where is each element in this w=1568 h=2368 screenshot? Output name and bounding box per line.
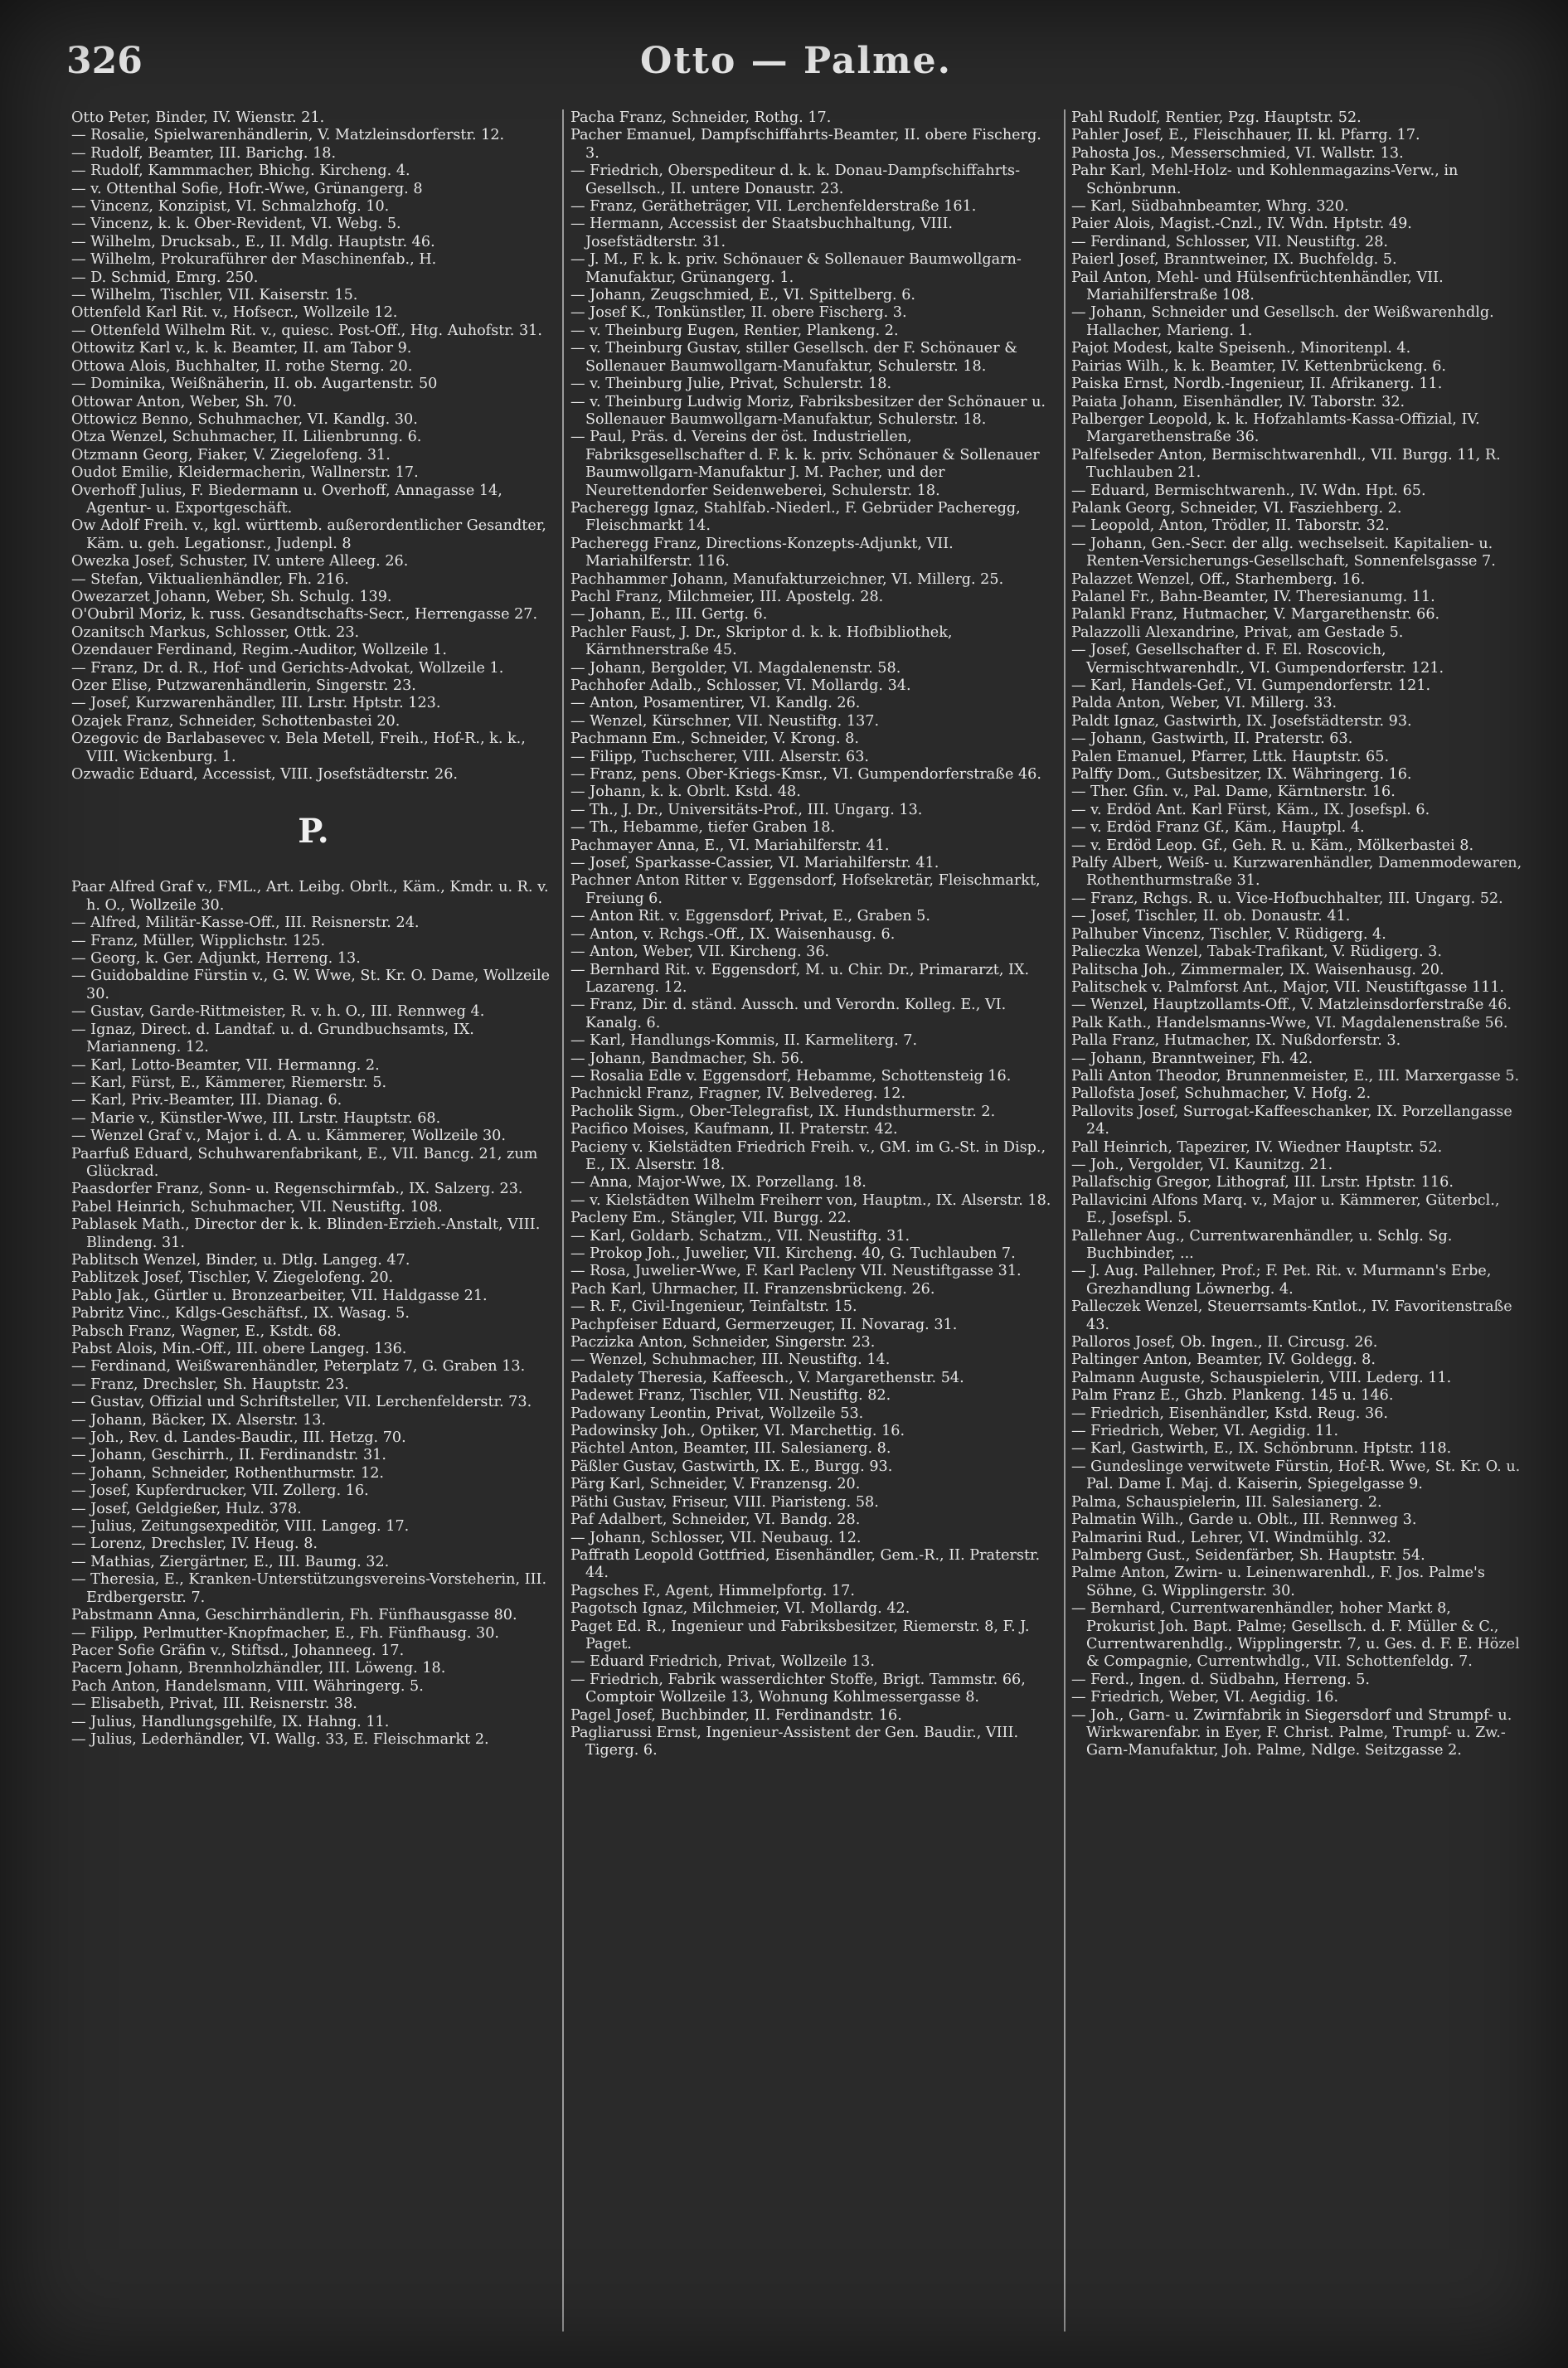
directory-entry: Pachhammer Johann, Manufakturzeichner, VI. Millerg. 25. [570,570,1004,588]
running-title: Otto — Palme. [640,40,952,82]
directory-entry: — Johann, E., III. Gertg. 6. [570,606,768,624]
directory-entry: — Ther. Gfin. v., Pal. Dame, Kärntnerstr. 16. [1071,784,1396,801]
directory-entry: — Friedrich, Weber, VI. Aegidig. 16. [1071,1689,1339,1706]
directory-entry: Ozegovic de Barlabasevec v. Bela Metell, Freih., Hof-R., k. k., VIII. Wickenburg. 1. [71,730,526,765]
directory-entry: — Karl, Lotto-Beamter, VII. Hermanng. 2. [71,1056,380,1074]
directory-entry: — Franz, pens. Ober-Kriegs-Kmsr., VI. Gumpendorferstraße 46. [570,766,1041,784]
directory-entry: Paierl Josef, Branntweiner, IX. Buchfeldg. 5. [1071,251,1397,269]
directory-entry: Pachler Faust, J. Dr., Skriptor d. k. k. Hofbibliothek, Kärnthnerstraße 45. [570,624,953,659]
directory-entry: Padalety Theresia, Kaffeesch., V. Margarethenstr. 54. [570,1369,964,1386]
directory-entry: — Rudolf, Beamter, III. Barichg. 18. [71,144,337,162]
directory-entry: Pagliarussi Ernst, Ingenieur-Assistent der Gen. Baudir., VIII. Tigerg. 6. [570,1724,1019,1759]
directory-entry: — Friedrich, Fabrik wasserdichter Stoffe, Brigt. Tammstr. 66, Comptoir Wollzeile 13, Wohnung Kohlmessergasse 8. [570,1671,1026,1706]
directory-entry: — Karl, Fürst, E., Kämmerer, Riemerstr. 5. [71,1074,387,1091]
page-number: 326 [66,40,143,82]
directory-entry: — Georg, k. Ger. Adjunkt, Herreng. 13. [71,950,361,968]
directory-entry: Ozajek Franz, Schneider, Schottenbastei 20. [71,712,400,730]
directory-entry: Pall Heinrich, Tapezirer, IV. Wiedner Hauptstr. 52. [1071,1138,1443,1156]
directory-entry: — Johann, Gen.-Secr. der allg. wechselseit. Kapitalien- u. Renten-Versicherungs-Gesellschaft, Sonnenfelsgasse 7. [1071,535,1496,570]
directory-entry: Pacheregg Franz, Directions-Konzepts-Adjunkt, VII. Mariahilferstr. 116. [570,535,954,570]
directory-entry: — Wenzel Graf v., Major i. d. A. u. Kämmerer, Wollzeile 30. [71,1128,506,1145]
directory-entry: Pairias Wilh., k. k. Beamter, IV. Kettenbrückeng. 6. [1071,357,1447,375]
directory-entry: — Franz, Dr. d. R., Hof- und Gerichts-Advokat, Wollzeile 1. [71,659,504,677]
directory-entry: Palazzet Wenzel, Off., Starhemberg. 16. [1071,570,1366,588]
directory-entry: — Gundeslinge verwitwete Fürstin, Hof-R. Wwe, St. Kr. O. u. Pal. Dame I. Maj. d. Kaiserin, Spiegelgasse 9. [1071,1458,1521,1493]
directory-entry: Palieczka Wenzel, Tabak-Trafikant, V. Rüdigerg. 3. [1071,944,1442,961]
directory-entry: Paczizka Anton, Schneider, Singerstr. 23. [570,1334,876,1351]
directory-entry: — Wilhelm, Tischler, VII. Kaiserstr. 15. [71,287,358,304]
directory-entry: Palma, Schauspielerin, III. Salesianerg. 2. [1071,1493,1382,1511]
directory-entry: — Lorenz, Drechsler, IV. Heug. 8. [71,1536,318,1553]
directory-entry: — Paul, Präs. d. Vereins der öst. Industriellen, Fabriksgesellschafter d. F. k. k. priv. Schönauer & Sollenauer Baumwollgarn-Manufaktur J. M. Pacher, und der Neurettendorfer Seidenweberei, Schulerstr. 18. [570,429,1040,499]
directory-entry: Pacha Franz, Schneider, Rothg. 17. [570,109,832,126]
directory-entry: Pallafschig Gregor, Lithograf, III. Lrstr. Hptstr. 116. [1071,1174,1454,1191]
directory-entry: Ozwadic Eduard, Accessist, VIII. Josefstädterstr. 26. [71,766,458,784]
directory-entry: Palli Anton Theodor, Brunnenmeister, E., III. Marxergasse 5. [1071,1067,1520,1085]
directory-entry: Pärg Karl, Schneider, V. Franzensg. 20. [570,1476,861,1493]
directory-entry: — Filipp, Tuchscherer, VIII. Alserstr. 63. [570,748,870,765]
directory-entry: Pach Karl, Uhrmacher, II. Franzensbrückeng. 26. [570,1280,935,1298]
directory-entry: Päßler Gustav, Gastwirth, IX. E., Burgg. 93. [570,1458,893,1475]
directory-entry: Palmarini Rud., Lehrer, VI. Windmühlg. 32. [1071,1529,1391,1546]
directory-entry: — Joh., Rev. d. Landes-Baudir., III. Hetzg. 70. [71,1429,406,1447]
directory-entry: Palberger Leopold, k. k. Hofzahlamts-Kassa-Offizial, IV. Margarethenstraße 36. [1071,410,1480,446]
directory-entry: — Karl, Goldarb. Schatzm., VII. Neustiftg. 31. [570,1227,910,1245]
directory-entry: — v. Kielstädten Wilhelm Freiherr von, Hauptm., IX. Alserstr. 18. [570,1191,1051,1209]
directory-entry: Palitscha Joh., Zimmermaler, IX. Waisenhausg. 20. [1071,961,1444,978]
directory-entry: — Josef K., Tonkünstler, II. obere Fischerg. 3. [570,304,907,322]
directory-entry: — Leopold, Anton, Trödler, II. Taborstr. 32. [1071,517,1390,535]
directory-entry: — Ferdinand, Schlosser, VII. Neustiftg. 28. [1071,233,1388,250]
directory-entry: — Theresia, E., Kranken-Unterstützungsvereins-Vorsteherin, III. Erdbergerstr. 7. [71,1571,547,1606]
directory-entry: — Josef, Gesellschafter d. F. El. Roscovich, Vermischtwarenhdlr., VI. Gumpendorferstr. 121. [1071,642,1444,677]
directory-entry: — Josef, Sparkasse-Cassier, VI. Mariahilferstr. 41. [570,855,939,872]
directory-entry: Pacern Johann, Brennholzhändler, III. Löweng. 18. [71,1660,446,1677]
directory-entry: Päthi Gustav, Friseur, VIII. Piaristeng. 58. [570,1493,879,1511]
directory-entry: Paget Ed. R., Ingenieur und Fabriksbesitzer, Riemerstr. 8, F. J. Paget. [570,1618,1030,1652]
directory-entry: — J. M., F. k. k. priv. Schönauer & Sollenauer Baumwollgarn-Manufaktur, Grünangerg. 1. [570,251,1022,286]
directory-entry: Palanel Fr., Bahn-Beamter, IV. Theresianumg. 11. [1071,588,1435,605]
directory-entry: — Johann, Bäcker, IX. Alserstr. 13. [71,1411,327,1429]
directory-entry: — Anton, Posamentirer, VI. Kandlg. 26. [570,695,861,712]
directory-entry: — Josef, Kupferdrucker, VII. Zollerg. 16. [71,1482,369,1500]
directory-entry: Owezarzet Johann, Weber, Sh. Schulg. 139. [71,588,392,605]
directory-entry: — Franz, Dir. d. ständ. Aussch. und Verordn. Kolleg. E., VI. Kanalg. 6. [570,997,1007,1031]
directory-entry: — Johann, Branntweiner, Fh. 42. [1071,1050,1313,1067]
directory-entry: Padowany Leontin, Privat, Wollzeile 53. [570,1405,864,1422]
directory-entry: — Stefan, Viktualienhändler, Fh. 216. [71,570,349,588]
directory-entry: — Elisabeth, Privat, III. Reisnerstr. 38. [71,1696,357,1713]
directory-entry: Pagel Josef, Buchbinder, II. Ferdinandstr. 16. [570,1706,902,1724]
directory-entry: Palda Anton, Weber, VI. Millerg. 33. [1071,695,1337,712]
directory-entry: Pabstmann Anna, Geschirrhändlerin, Fh. Fünfhausgasse 80. [71,1607,517,1624]
directory-entry: Pachhofer Adalb., Schlosser, VI. Mollardg. 34. [570,677,911,694]
directory-entry: Palitschek v. Palmforst Ant., Major, VII. Neustiftgasse 111. [1071,978,1505,996]
directory-entry: Paltinger Anton, Beamter, IV. Goldegg. 8. [1071,1351,1376,1369]
directory-entry: Pabritz Vinc., Kdlgs-Geschäftsf., IX. Wasag. 5. [71,1305,410,1322]
directory-entry: Palhuber Vincenz, Tischler, V. Rüdigerg. 4. [1071,925,1386,943]
directory-entry: Pablitzek Josef, Tischler, V. Ziegelofeng. 20. [71,1269,394,1287]
directory-entry: Palloros Josef, Ob. Ingen., II. Circusg. 26. [1071,1334,1378,1351]
directory-entry: — Ignaz, Direct. d. Landtaf. u. d. Grundbuchsamts, IX. Marianneng. 12. [71,1021,474,1056]
directory-entry: Paarfuß Eduard, Schuhwarenfabrikant, E., VII. Bancg. 21, zum Glückrad. [71,1145,538,1180]
directory-entry: — Marie v., Künstler-Wwe, III. Lrstr. Hauptstr. 68. [71,1109,441,1127]
directory-entry: Palk Kath., Handelsmanns-Wwe, VI. Magdalenenstraße 56. [1071,1014,1508,1031]
directory-entry: — Hermann, Accessist der Staatsbuchhaltung, VIII. Josefstädterstr. 31. [570,216,954,250]
directory-entry: Pabel Heinrich, Schuhmacher, VII. Neustiftg. 108. [71,1198,443,1216]
directory-entry: — Anton, v. Rchgs.-Off., IX. Waisenhausg. 6. [570,925,896,943]
directory-entry: Pachmann Em., Schneider, V. Krong. 8. [570,730,859,748]
directory-entry: — Ferdinand, Weißwarenhändler, Peterplatz 7, G. Graben 13. [71,1358,526,1376]
directory-entry: — Wenzel, Schuhmacher, III. Neustiftg. 14. [570,1351,891,1369]
directory-entry: — Bernhard Rit. v. Eggensdorf, M. u. Chir. Dr., Primararzt, IX. Lazareng. 12. [570,961,1030,996]
directory-entry: Palmberg Gust., Seidenfärber, Sh. Hauptstr. 54. [1071,1546,1425,1564]
directory-entry: Paldt Ignaz, Gastwirth, IX. Josefstädterstr. 93. [1071,712,1412,730]
directory-entry: — Dominika, Weißnäherin, II. ob. Augartenstr. 50 [71,376,438,393]
directory-entry: — Eduard, Bermischtwarenh., IV. Wdn. Hpt. 65. [1071,482,1426,499]
directory-entry: — Rudolf, Kammmacher, Bhichg. Kircheng. 4. [71,163,410,180]
directory-entry: Pabsch Franz, Wagner, E., Kstdt. 68. [71,1322,342,1340]
directory-entry: Palankl Franz, Hutmacher, V. Margarethenstr. 66. [1071,606,1440,624]
entries-pal [1071,109,1524,1760]
directory-entry: Oudot Emilie, Kleidermacherin, Wallnerstr. 17. [71,464,419,482]
directory-entry: — Josef, Geldgießer, Hulz. 378. [71,1500,302,1517]
directory-entry: — Ferd., Ingen. d. Südbahn, Herreng. 5. [1071,1671,1371,1688]
directory-entry: Pacleny Em., Stängler, VII. Burgg. 22. [570,1210,852,1227]
directory-entry: — Johann, Schneider und Gesellsch. der Weißwarenhdlg. Hallacher, Marieng. 1. [1071,304,1494,339]
directory-entry: — J. Aug. Pallehner, Prof.; F. Pet. Rit. v. Murmann's Erbe, Grezhandlung Löwnerbg. 4. [1071,1263,1492,1298]
entries-p [71,879,556,1749]
column-2 [570,109,1058,2332]
directory-entry: — D. Schmid, Emrg. 250. [71,269,259,286]
directory-entry: Ottowar Anton, Weber, Sh. 70. [71,393,297,410]
directory-entry: Pagotsch Ignaz, Milchmeier, VI. Mollardg. 42. [570,1600,910,1618]
directory-entry: — Vincenz, Konzipist, VI. Schmalzhofg. 10. [71,198,390,216]
directory-entry: Pacholik Sigm., Ober-Telegrafist, IX. Hundsthurmerstr. 2. [570,1103,996,1120]
column-rule [562,109,564,2332]
directory-entry: — Rosalia Edle v. Eggensdorf, Hebamme, Schottensteig 16. [570,1067,1012,1085]
directory-entry: — Anton, Weber, VII. Kircheng. 36. [570,944,830,961]
directory-entry: — Wenzel, Kürschner, VII. Neustiftg. 137. [570,712,880,730]
directory-entry: — Th., J. Dr., Universitäts-Prof., III. Ungarg. 13. [570,801,923,818]
directory-entry: Palank Georg, Schneider, VI. Fasziehberg. 2. [1071,499,1402,517]
directory-entry: — Julius, Handlungsgehilfe, IX. Hahng. 11. [71,1713,390,1730]
directory-entry: — Karl, Handels-Gef., VI. Gumpendorferstr. 121. [1071,677,1431,694]
directory-entry: Ozer Elise, Putzwarenhändlerin, Singerstr. 23. [71,677,416,694]
directory-entry: — v. Ottenthal Sofie, Hofr.-Wwe, Grünangerg. 8 [71,180,423,197]
directory-entry: Pachmayer Anna, E., VI. Mariahilferstr. 41. [570,837,890,854]
directory-entry: — v. Theinburg Ludwig Moriz, Fabriksbesitzer der Schönauer u. Sollenauer Baumwollgarn-Manufaktur, Schulerstr. 18. [570,393,1046,428]
page-header [66,33,1526,99]
directory-entry: — R. F., Civil-Ingenieur, Teinfaltstr. 15. [570,1298,857,1316]
directory-entry: Paffrath Leopold Gottfried, Eisenhändler, Gem.-R., II. Praterstr. 44. [570,1546,1041,1582]
directory-entry: Pablitsch Wenzel, Binder, u. Dtlg. Langeg. 47. [71,1251,410,1269]
directory-entry: Pail Anton, Mehl- und Hülsenfrüchtenhändler, VII. Mariahilferstraße 108. [1071,269,1444,304]
directory-entry: Ottowitz Karl v., k. k. Beamter, II. am Tabor 9. [71,340,412,357]
directory-entry: — Ottenfeld Wilhelm Rit. v., quiesc. Post-Off., Htg. Auhofstr. 31. [71,322,542,339]
directory-entry: — Rosa, Juwelier-Wwe, F. Karl Pacleny VII. Neustiftgasse 31. [570,1263,1022,1280]
directory-entry: Padowinsky Joh., Optiker, VI. Marchettig. 16. [570,1423,905,1440]
directory-entry: — Wenzel, Hauptzollamts-Off., V. Matzleinsdorferstraße 46. [1071,997,1512,1014]
directory-entry: — Friedrich, Weber, VI. Aegidig. 11. [1071,1423,1339,1440]
directory-entry: — Eduard Friedrich, Privat, Wollzeile 13. [570,1653,875,1671]
column-rule [1064,109,1066,2332]
directory-entry: Palmatin Wilh., Garde u. Oblt., III. Rennweg 3. [1071,1512,1417,1529]
directory-entry: — Julius, Zeitungsexpeditör, VIII. Langeg. 17. [71,1518,410,1536]
directory-entry: Pachl Franz, Milchmeier, III. Apostelg. 28. [570,588,884,605]
directory-entry: Pagsches F., Agent, Himmelpfortg. 17. [570,1582,855,1599]
directory-entry: Pahl Rudolf, Rentier, Pzg. Hauptstr. 52. [1071,109,1362,126]
directory-entry: — Gustav, Garde-Rittmeister, R. v. h. O., III. Rennweg 4. [71,1003,485,1021]
directory-entry: Ow Adolf Freih. v., kgl. württemb. außerordentlicher Gesandter, Käm. u. geh. Legationsr., Judenpl. 8 [71,517,546,552]
directory-entry: — Johann, Geschirrh., II. Ferdinandstr. 31. [71,1447,386,1464]
directory-entry: — Johann, Schneider, Rothenthurmstr. 12. [71,1464,384,1482]
directory-entry: Palffy Dom., Gutsbesitzer, IX. Währingerg. 16. [1071,766,1412,784]
column-3 [1071,109,1524,2332]
directory-entry: Pahr Karl, Mehl-Holz- und Kohlenmagazins-Verw., in Schönbrunn. [1071,163,1459,197]
directory-entry: — Joh., Vergolder, VI. Kaunitzg. 21. [1071,1156,1333,1173]
directory-entry: — Julius, Lederhändler, VI. Wallg. 33, E. Fleischmarkt 2. [71,1730,489,1748]
directory-entry: — Guidobaldine Fürstin v., G. W. Wwe, St. Kr. O. Dame, Wollzeile 30. [71,968,551,1002]
directory-entry: Paf Adalbert, Schneider, VI. Bandg. 28. [570,1512,861,1529]
directory-entry: Paasdorfer Franz, Sonn- u. Regenschirmfab., IX. Salzerg. 23. [71,1181,523,1198]
directory-entry: Otzmann Georg, Fiaker, V. Ziegelofeng. 31. [71,446,391,463]
directory-entry: — Franz, Drechsler, Sh. Hauptstr. 23. [71,1376,349,1393]
directory-entry: — Wilhelm, Drucksab., E., II. Mdlg. Hauptstr. 46. [71,233,435,250]
directory-entry: Pachpfeiser Eduard, Germerzeuger, II. Novarag. 31. [570,1316,958,1333]
directory-entry: — Th., Hebamme, tiefer Graben 18. [570,819,836,837]
directory-entry: — Bernhard, Currentwarenhändler, hoher Markt 8, Prokurist Joh. Bapt. Palme; Gesellsch. d. F. Müller & C., Currentwarenhdlg., Wipplingerstr. 7, u. Ges. d. F. E. Hözel & Compagnie, Currentwhdlg., VII. Schottenfeldg. 7. [1071,1600,1520,1671]
directory-entry: Paier Alois, Magist.-Cnzl., IV. Wdn. Hptstr. 49. [1071,216,1412,233]
directory-entry: — Johann, Schlosser, VII. Neubaug. 12. [570,1529,862,1546]
directory-entry: — Anna, Major-Wwe, IX. Porzellang. 18. [570,1174,867,1191]
directory-entry: — Johann, k. k. Obrlt. Kstd. 48. [570,784,801,801]
directory-entry: Palla Franz, Hutmacher, IX. Nußdorferstr. 3. [1071,1032,1401,1050]
directory-entry: — Mathias, Ziergärtner, E., III. Baumg. 32. [71,1553,390,1570]
directory-entry: Pacheregg Ignaz, Stahlfab.-Niederl., F. Gebrüder Pacheregg, Fleischmarkt 14. [570,499,1021,535]
directory-entry: Pahosta Jos., Messerschmied, VI. Wallstr. 13. [1071,144,1404,162]
directory-entry: Owezka Josef, Schuster, IV. untere Alleeg. 26. [71,553,409,570]
directory-entry: — v. Theinburg Eugen, Rentier, Plankeng. 2. [570,322,899,339]
directory-entry: Palm Franz E., Ghzb. Plankeng. 145 u. 146. [1071,1387,1394,1405]
directory-entry: — Friedrich, Eisenhändler, Kstd. Reug. 36. [1071,1405,1388,1422]
directory-entry: Ottowa Alois, Buchhalter, II. rothe Sterng. 20. [71,357,413,375]
directory-entry: Pabst Alois, Min.-Off., III. obere Langeg. 136. [71,1341,407,1357]
directory-entry: — Alfred, Militär-Kasse-Off., III. Reisnerstr. 24. [71,915,420,932]
directory-entry: Palleczek Wenzel, Steuerrsamts-Kntlot., IV. Favoritenstraße 43. [1071,1298,1512,1333]
directory-entry: Ozendauer Ferdinand, Regim.-Auditor, Wollzeile 1. [71,642,447,659]
directory-entry: Pachnickl Franz, Fragner, IV. Belvedereg. 12. [570,1085,906,1103]
directory-entry: — v. Erdöd Leop. Gf., Geh. R. u. Käm., Mölkerbastei 8. [1071,837,1474,854]
directory-entry: Pablo Jak., Gürtler u. Bronzearbeiter, VII. Haldgasse 21. [71,1287,488,1304]
directory-entry: — Prokop Joh., Juwelier, VII. Kircheng. 40, G. Tuchlauben 7. [570,1245,1016,1262]
directory-entry: — Franz, Rchgs. R. u. Vice-Hofbuchhalter, III. Ungarg. 52. [1071,890,1503,907]
directory-entry: — v. Theinburg Gustav, stiller Gesellsch. der F. Schönauer & Sollenauer Baumwollgarn-Manufaktur, Schulerstr. 18. [570,340,1017,375]
directory-entry: Paiska Ernst, Nordb.-Ingenieur, II. Afrikanerg. 11. [1071,376,1443,393]
directory-entry: Paar Alfred Graf v., FML., Art. Leibg. Obrlt., Käm., Kmdr. u. R. v. h. O., Wollzeile 30. [71,879,549,914]
section-letter: P. [298,812,329,852]
directory-entry: — Johann, Bandmacher, Sh. 56. [570,1050,804,1067]
directory-entry: — Anton Rit. v. Eggensdorf, Privat, E., Graben 5. [570,908,930,925]
directory-entry: — Franz, Müller, Wipplichstr. 125. [71,932,326,949]
directory-entry: — Franz, Gerätheträger, VII. Lerchenfelderstraße 161. [570,198,977,216]
directory-entry: — Karl, Priv.-Beamter, III. Dianag. 6. [71,1092,342,1109]
directory-entry: — Johann, Bergolder, VI. Magdalenenstr. 58. [570,659,901,677]
directory-entry: Pacer Sofie Gräfin v., Stiftsd., Johanneeg. 17. [71,1642,405,1659]
directory-entry: Ottowicz Benno, Schuhmacher, VI. Kandlg. 30. [71,410,418,428]
directory-entry: Padewet Franz, Tischler, VII. Neustiftg. 82. [570,1387,891,1405]
directory-entry: — Rosalie, Spielwarenhändlerin, V. Matzleinsdorferstr. 12. [71,127,505,144]
directory-entry: Palfy Albert, Weiß- u. Kurzwarenhändler, Damenmodewaren, Rothenthurmstraße 31. [1071,855,1522,890]
directory-entry: Pallavicini Alfons Marq. v., Major u. Kämmerer, Güterbcl., E., Josefspl. 5. [1071,1191,1500,1227]
directory-entry: — Gustav, Offizial und Schriftsteller, VII. Lerchenfelderstr. 73. [71,1394,532,1411]
directory-entry: Palazzolli Alexandrine, Privat, am Gestade 5. [1071,624,1404,641]
directory-entry: — Vincenz, k. k. Ober-Revident, VI. Webg. 5. [71,216,401,233]
directory-entry: Pallehner Aug., Currentwarenhändler, u. Schlg. Sg. Buchbinder, ... [1071,1227,1453,1262]
directory-entry: — v. Theinburg Julie, Privat, Schulerstr. 18. [570,376,892,393]
directory-entry: Ottenfeld Karl Rit. v., Hofsecr., Wollzeile 12. [71,304,398,322]
directory-entry: Pajot Modest, kalte Speisenh., Minoritenpl. 4. [1071,340,1411,357]
directory-entry: — Joh., Garn- u. Zwirnfabrik in Siegersdorf und Strumpf- u. Wirkwarenfabr. in Eyer, F. Christ. Palme, Trumpf- u. Zw.-Garn-Manufaktur, Joh. Palme, Ndlge. Seitzgasse 2. [1071,1706,1512,1759]
directory-entry: Otto Peter, Binder, IV. Wienstr. 21. [71,109,325,126]
directory-entry: — v. Erdöd Ant. Karl Fürst, Käm., IX. Josefspl. 6. [1071,801,1430,818]
directory-entry: Overhoff Julius, F. Biedermann u. Overhoff, Annagasse 14, Agentur- u. Exportgeschäft. [71,482,502,517]
directory-entry: — Filipp, Perlmutter-Knopfmacher, E., Fh. Fünfhausg. 30. [71,1624,500,1642]
directory-entry: Pachner Anton Ritter v. Eggensdorf, Hofsekretär, Fleischmarkt, Freiung 6. [570,872,1041,907]
entries-pa [570,109,1058,1760]
directory-entry: Palme Anton, Zwirn- u. Leinenwarenhdl., F. Jos. Palme's Söhne, G. Wipplingerstr. 30. [1071,1565,1485,1599]
directory-entry: — Josef, Tischler, II. ob. Donaustr. 41. [1071,908,1351,925]
directory-entry: Pacher Emanuel, Dampfschiffahrts-Beamter, II. obere Fischerg. 3. [570,127,1041,162]
directory-entry: Pallofsta Josef, Schuhmacher, V. Hofg. 2. [1071,1085,1371,1103]
directory-entry: Ozanitsch Markus, Schlosser, Ottk. 23. [71,624,360,641]
directory-entry: — Josef, Kurzwarenhändler, III. Lrstr. Hptstr. 123. [71,695,441,712]
directory-entry: — Karl, Handlungs-Kommis, II. Karmeliterg. 7. [570,1032,918,1050]
directory-entry: — Karl, Gastwirth, E., IX. Schönbrunn. Hptstr. 118. [1071,1440,1452,1458]
directory-entry: Palmann Auguste, Schauspielerin, VIII. Lederg. 11. [1071,1369,1452,1386]
entries-o [71,109,556,784]
directory-entry: — Wilhelm, Prokuraführer der Maschinenfab., H. [71,251,437,269]
directory-entry: — Johann, Zeugschmied, E., VI. Spittelberg. 6. [570,287,916,304]
directory-entry: Palen Emanuel, Pfarrer, Lttk. Hauptstr. 65. [1071,748,1390,765]
directory-entry: — Friedrich, Oberspediteur d. k. k. Donau-Dampfschiffahrts-Gesellsch., II. untere Donaustr. 23. [570,163,1021,197]
column-1 [71,109,556,2332]
directory-entry: — Johann, Gastwirth, II. Praterstr. 63. [1071,730,1353,748]
directory-entry: Pablasek Math., Director der k. k. Blinden-Erzieh.-Anstalt, VIII. Blindeng. 31. [71,1216,541,1251]
directory-entry: — v. Erdöd Franz Gf., Käm., Hauptpl. 4. [1071,819,1365,837]
directory-entry: Pacieny v. Kielstädten Friedrich Freih. v., GM. im G.-St. in Disp., E., IX. Alserstr. 18. [570,1138,1046,1173]
directory-entry: Otza Wenzel, Schuhmacher, II. Lilienbrunng. 6. [71,429,422,446]
directory-entry: — Karl, Südbahnbeamter, Whrg. 320. [1071,198,1349,216]
directory-entry: Pallovits Josef, Surrogat-Kaffeeschanker, IX. Porzellangasse 24. [1071,1103,1512,1138]
directory-entry: Palfelseder Anton, Bermischtwarenhdl., VII. Burgg. 11, R. Tuchlauben 21. [1071,446,1501,482]
directory-entry: Pacifico Moises, Kaufmann, II. Praterstr. 42. [570,1121,898,1138]
directory-entry: O'Oubril Moriz, k. russ. Gesandtschafts-Secr., Herrengasse 27. [71,606,538,624]
directory-entry: Pächtel Anton, Beamter, III. Salesianerg. 8. [570,1440,891,1458]
directory-entry: Paiata Johann, Eisenhändler, IV. Taborstr. 32. [1071,393,1405,410]
directory-entry: Pach Anton, Handelsmann, VIII. Währingerg. 5. [71,1677,424,1695]
directory-entry: Pahler Josef, E., Fleischhauer, II. kl. Pfarrg. 17. [1071,127,1420,144]
